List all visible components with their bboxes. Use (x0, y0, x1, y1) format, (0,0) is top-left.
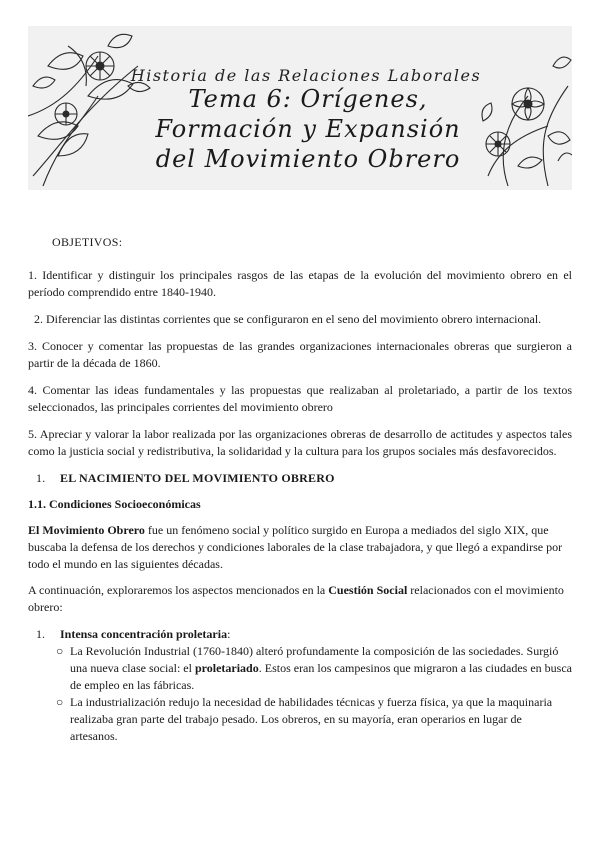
title-line-2: Formación y Expansión (155, 115, 461, 143)
section-number: 1. (36, 471, 46, 485)
bullet-1-bold-term: proletariado (194, 661, 259, 675)
bullet-circle-icon: ○ (56, 695, 64, 709)
list-item-number: 1. (36, 627, 45, 641)
transition-bold-term: Cuestión Social (328, 583, 408, 597)
transition-text-end: relacionados con el movimiento obrero: (28, 583, 564, 614)
course-subtitle: Historia de las Relaciones Laborales (130, 66, 482, 85)
bullet-1-text-start: La Revolución Industrial (1760-1840) alteró profundamente la composición de las sociedades. Surgió una nueva clase social: el (70, 644, 559, 675)
objective-5: 5. Apreciar y valorar la labor realizada por las organizaciones obreras de desarrollo de actitudes y aspectos tales como la justicia social y redistributiva, la solidaridad y la cultura para los grupos sociales más desfavorecidos. (28, 427, 572, 458)
document-body (28, 234, 572, 745)
subsection-heading: 1.1. Condiciones Socioeconómicas (28, 497, 201, 511)
bullet-2-text: La industrialización redujo la necesidad de habilidades técnicas y fuerza física, ya que la maquinaria realizaba gran parte del trabajo pesado. Los obreros, en su mayoría, eran operarios en lugar de artesanos. (70, 695, 553, 743)
intro-text: fue un fenómeno social y político surgido en Europa a mediados del siglo XIX, que buscaba la defensa de los derechos y condiciones laborales de la clase trabajadora, y que llegó a expandirse por todo el mundo en las siguientes décadas. (28, 523, 563, 571)
aspects-list (28, 626, 572, 643)
title-line-1: Tema 6: Orígenes, (188, 85, 428, 113)
title-banner (28, 26, 572, 190)
section-title: EL NACIMIENTO DEL MOVIMIENTO OBRERO (60, 471, 335, 485)
objective-4: 4. Comentar las ideas fundamentales y las propuestas que realizaban al proletariado, a partir de los textos seleccionados, las principales corrientes del movimiento obrero (28, 383, 572, 414)
document-title (98, 84, 518, 174)
list-item-colon: : (227, 627, 231, 641)
bullet-circle-icon: ○ (56, 644, 64, 658)
transition-text-start: A continuación, exploraremos los aspectos mencionados en la (28, 583, 329, 597)
list-item (28, 626, 572, 643)
bullet-1-text-end: . Estos eran los campesinos que migraron a las ciudades en busca de empleo en las fábricas. (70, 661, 572, 692)
title-line-3: del Movimiento Obrero (155, 145, 461, 173)
bullet-item (28, 643, 572, 694)
objective-1: 1. Identificar y distinguir los principales rasgos de las etapas de la evolución del movimiento obrero en el período comprendido entre 1840-1940. (28, 268, 572, 299)
objectives-heading: OBJETIVOS: (52, 235, 123, 249)
section-heading (28, 470, 572, 487)
objective-2: 2. Diferenciar las distintas corrientes que se configuraron en el seno del movimiento obrero internacional. (28, 312, 542, 326)
bullet-item (28, 694, 572, 745)
intro-paragraph (28, 522, 572, 573)
transition-paragraph (28, 582, 572, 616)
sub-bullet-list (28, 643, 572, 745)
list-item-title: Intensa concentración proletaria (60, 627, 228, 641)
intro-bold-term: El Movimiento Obrero (28, 523, 145, 537)
objective-3: 3. Conocer y comentar las propuestas de las grandes organizaciones internacionales obreras que surgieron a partir de la década de 1860. (28, 339, 572, 370)
